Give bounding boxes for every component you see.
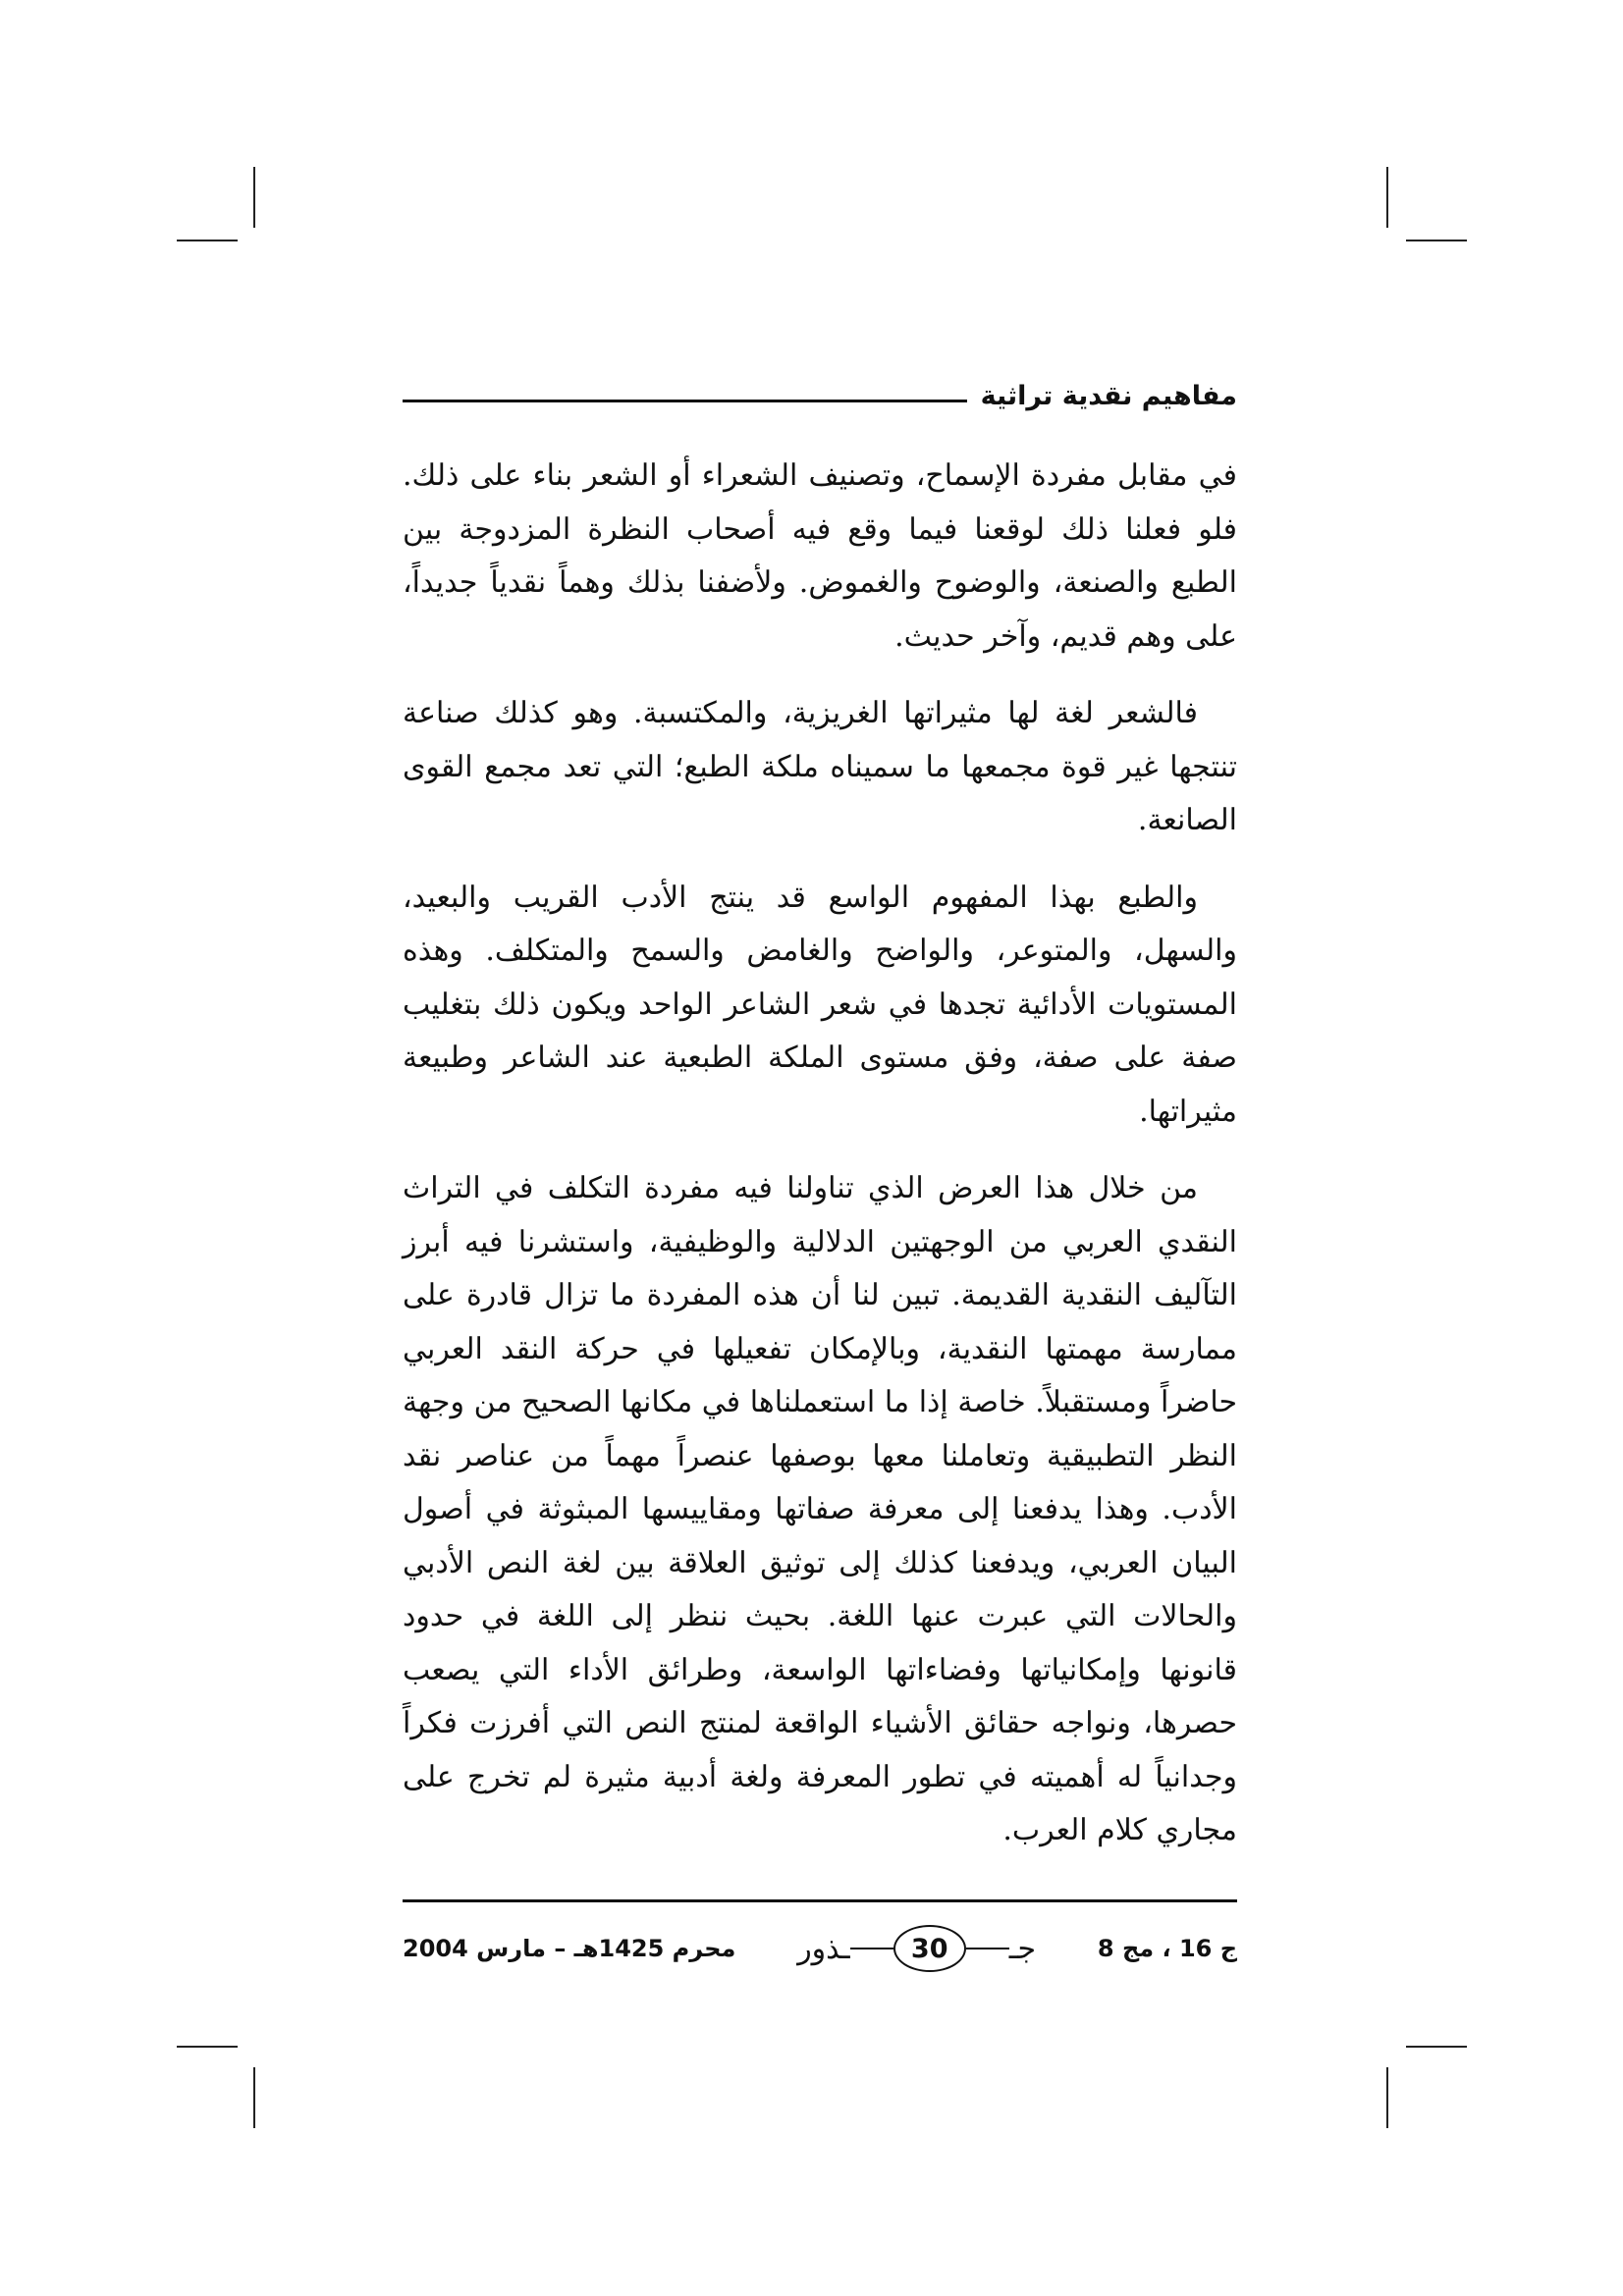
paragraph: في مقابل مفردة الإسماح، وتصنيف الشعراء أو الشعر بناء على ذلك. فلو فعلنا ذلك لوقعنا فيما وقع فيه أصحاب النظرة المزدوجة بين الطبع والصنعة، والوضوح والغموض. ولأضفنا بذلك وهماً نقدياً جديداً، على وهم قديم، وآخر حديث. [403,458,1237,654]
journal-logo [797,1925,1036,1972]
header-rule [403,400,967,402]
journal-name-start: جـ [1008,1931,1037,1966]
running-header [403,371,1237,420]
crop-mark [253,167,255,228]
footer-rule [403,1899,1237,1902]
page-body [403,450,1237,1873]
footer-date: محرم 1425هـ – مارس 2004 [403,1935,736,1962]
crop-mark [1406,240,1467,241]
header-title: مفاهيم نقدية تراثية [980,380,1237,411]
page-footer [403,1914,1237,1983]
page-number: 30 [893,1925,966,1972]
journal-line [966,1948,1009,1949]
crop-mark [253,2067,255,2128]
journal-name-end: ـذور [797,1931,850,1966]
paragraph: من خلال هذا العرض الذي تناولنا فيه مفردة التكلف في التراث النقدي العربي من الوجهتين الدلالية والوظيفية، واستشرنا فيه أبرز التآليف النقدية القديمة. تبين لنا أن هذه المفردة ما تزال قادرة على ممارسة مهمتها النقدية، وبالإمكان تفعيلها في حركة النقد العربي حاضراً ومستقبلاً. خاصة إذا ما استعملناها في مكانها الصحيح من وجهة النظر التطبيقية وتعاملنا معها بوصفها عنصراً مهماً من عناصر نقد الأدب. وهذا يدفعنا إلى معرفة صفاتها ومقاييسها المبثوثة في أصول البيان العربي، ويدفعنا كذلك إلى توثيق العلاقة بين لغة النص الأدبي والحالات التي عبرت عنها اللغة. بحيث ننظر إلى اللغة في حدود قانونها وإمكانياتها وفضاءاتها الواسعة، وطرائق الأداء التي يصعب حصرها، ونواجه حقائق الأشياء الواقعة لمنتج النص التي أفرزت فكراً وجدانياً له أهميته في تطور المعرفة ولغة أدبية مثيرة لم تخرج على مجاري كلام العرب. [403,1171,1237,1847]
crop-mark [1406,2046,1467,2048]
footer-issue: ج 16 ، مج 8 [1097,1935,1237,1962]
crop-mark [1386,2067,1388,2128]
paragraph: والطبع بهذا المفهوم الواسع قد ينتج الأدب القريب والبعيد، والسهل، والمتوعر، والواضح والغامض والسمح والمتكلف. وهذه المستويات الأدائية تجدها في شعر الشاعر الواحد ويكون ذلك بتغليب صفة على صفة، وفق مستوى الملكة الطبعية عند الشاعر وطبيعة مثيراتها. [403,880,1237,1129]
crop-mark [1386,167,1388,228]
paragraph: فالشعر لغة لها مثيراتها الغريزية، والمكتسبة. وهو كذلك صناعة تنتجها غير قوة مجمعها ما سميناه ملكة الطبع؛ التي تعد مجمع القوى الصانعة. [403,696,1237,837]
crop-mark [177,240,238,241]
journal-line [850,1948,893,1949]
crop-mark [177,2046,238,2048]
